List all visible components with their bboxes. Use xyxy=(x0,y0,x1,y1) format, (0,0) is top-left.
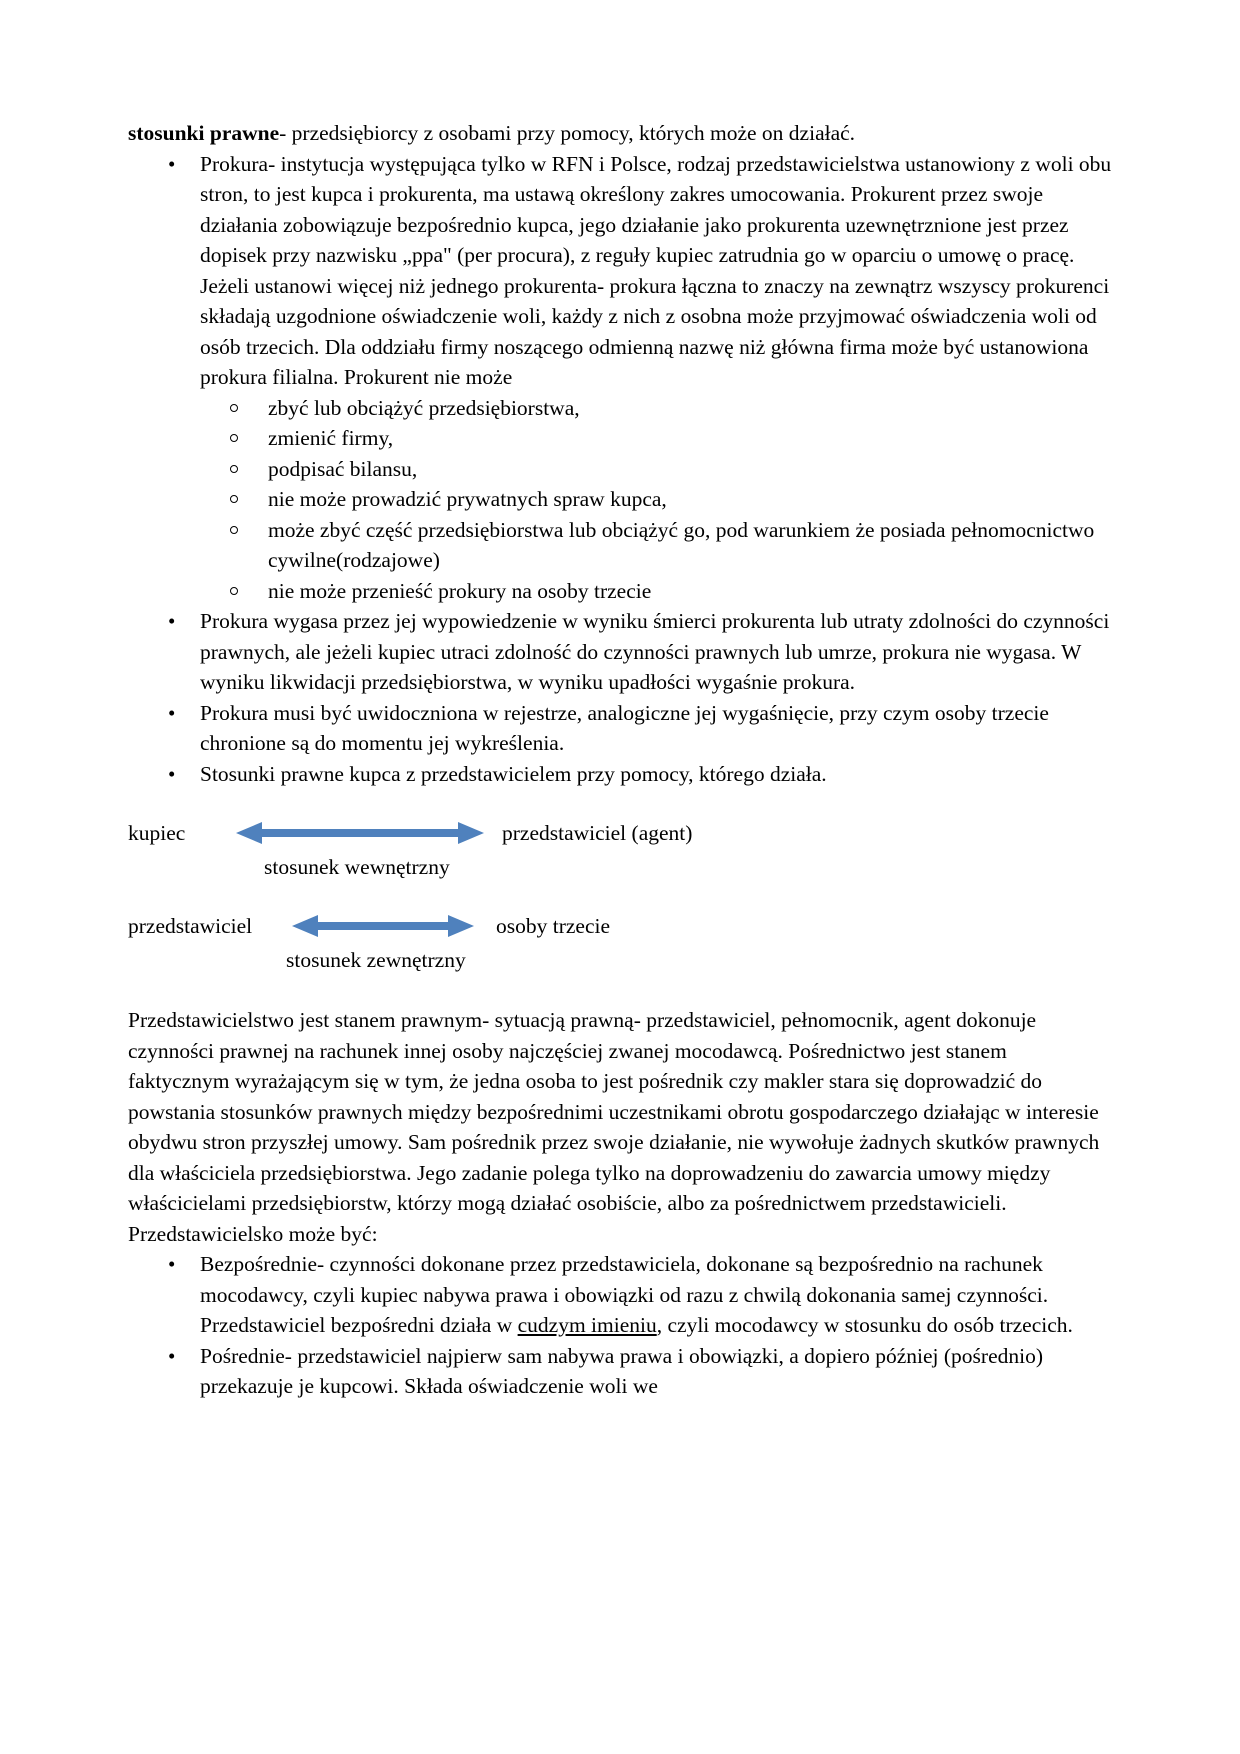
sub-bullet-text: zmienić firmy, xyxy=(268,426,394,450)
bullet-dot-icon: • xyxy=(168,1252,176,1276)
double-arrow-icon xyxy=(236,816,484,850)
list-item xyxy=(200,423,1112,454)
intro-lead-term: stosunki prawne xyxy=(128,121,280,145)
list-item xyxy=(128,1249,1112,1341)
bullet-text: Prokura wygasa przez jej wypowiedzenie w wyniku śmierci prokurenta lub utraty zdolności do czynności prawnych, ale jeżeli kupiec utraci zdolność do czynności prawnych lub umrze, prokura nie wygasa. W wyniku likwidacji przedsiębiorstwa, w wyniku upadłości wygaśnie prokura. xyxy=(200,609,1110,694)
list-item xyxy=(128,698,1112,759)
bullet-circle-icon xyxy=(230,434,238,442)
intro-line xyxy=(128,118,1112,149)
bullet-text: Prokura- instytucja występująca tylko w RFN i Polsce, rodzaj przedstawicielstwa ustanowiony z woli obu stron, to jest kupca i prokurenta, ma ustawą określony zakres umocowania. Prokurent przez swoje działania zobowiązuje bezpośrednio kupca, jego działanie jako prokurenta uzewnętrznione jest przez dopisek przy nazwisku „ppa" (per procura), z reguły kupiec zatrudnia go w oparciu o umowę o pracę. Jeżeli ustanowi więcej niż jednego prokurenta- prokura łączna to znaczy na zewnątrz wszyscy prokurenci składają uzgodnione oświadczenie woli, każdy z nich z osobna może przyjmować oświadczenia woli od osób trzecich. Dla oddziału firmy noszącego odmienną nazwę niż główna firma może być ustanowiona prokura filialna. Prokurent nie może xyxy=(200,151,1112,389)
diagram-internal-relation xyxy=(128,816,1112,882)
diagram-right-label: osoby trzecie xyxy=(496,914,611,938)
bullet-dot-icon: • xyxy=(168,1343,176,1368)
bullet-circle-icon xyxy=(230,404,238,412)
list-item xyxy=(200,515,1112,576)
list-item xyxy=(200,393,1112,424)
diagram-external-relation xyxy=(128,909,1112,975)
sub-bullet-text: może zbyć część przedsiębiorstwa lub obciążyć go, pod warunkiem że posiada pełnomocnictwo cywilne(rodzajowe) xyxy=(268,517,1095,572)
diagram-caption: stosunek wewnętrzny xyxy=(264,855,450,879)
top-bullet-list xyxy=(128,149,1112,790)
diagram-row xyxy=(128,816,1112,850)
diagram-right-label: przedstawiciel (agent) xyxy=(502,821,693,845)
sub-bullet-text: zbyć lub obciążyć przedsiębiorstwa, xyxy=(268,395,580,420)
bullet-circle-icon xyxy=(230,526,238,534)
double-arrow-icon xyxy=(292,909,474,943)
list-item xyxy=(128,759,1112,790)
list-item xyxy=(128,149,1112,607)
main-paragraph: Przedstawicielstwo jest stanem prawnym- sytuacją prawną- przedstawiciel, pełnomocnik, agent dokonuje czynności prawnej na rachunek innej osoby najczęściej zwanej mocodawcą. Pośrednictwo jest stanem faktycznym wyrażającym się w tym, że jedna osoba to jest pośrednik czy makler stara się doprowadzić do powstania stosunków prawnych między bezpośrednimi uczestnikami obrotu gospodarczego działając w interesie obydwu stron przyszłej umowy. Sam pośrednik przez swoje działanie, nie wywołuje żadnych skutków prawnych dla właściciela przedsiębiorstwa. Jego zadanie polega tylko na doprowadzeniu do zawarcia umowy między właścicielami przedsiębiorstw, którzy mogą działać osobiście, albo za pośrednictwem przedstawicieli. Przedstawicielsko może być: xyxy=(128,1008,1100,1246)
bullet-circle-icon xyxy=(230,495,238,503)
bullet-text: Pośrednie- przedstawiciel najpierw sam nabywa prawa i obowiązki, a dopiero później (pośrednio) przekazuje je kupcowi. Składa oświadczenie woli we xyxy=(200,1343,1043,1398)
bullet-text xyxy=(200,1249,1112,1341)
bullet-dot-icon: • xyxy=(168,761,176,786)
document-body xyxy=(128,118,1112,1402)
bullet-text-underlined: cudzym imieniu xyxy=(517,1313,657,1337)
diagram-caption: stosunek zewnętrzny xyxy=(286,948,466,972)
list-item xyxy=(200,484,1112,515)
sub-bullet-text: podpisać bilansu, xyxy=(268,456,418,481)
sub-bullet-list xyxy=(200,393,1112,607)
bullet-text-part2: , czyli mocodawcy w stosunku do osób trzecich. xyxy=(656,1313,1073,1337)
bullet-circle-icon xyxy=(230,465,238,473)
bullet-dot-icon: • xyxy=(168,151,176,176)
bullet-circle-icon xyxy=(230,587,238,595)
bullet-text-part1: Bezpośrednie- czynności dokonane przez przedstawiciela, dokonane są bezpośrednio na rachunek mocodawcy, czyli kupiec nabywa prawa i obowiązki od razu z chwilą dokonania samej czynności. Przedstawiciel bezpośredni działa w xyxy=(200,1252,1049,1337)
bullet-dot-icon: • xyxy=(168,700,176,725)
list-item xyxy=(200,576,1112,607)
list-item xyxy=(200,454,1112,485)
diagram-left-label: kupiec xyxy=(128,821,186,845)
bottom-bullet-list xyxy=(128,1249,1112,1402)
list-item xyxy=(128,606,1112,698)
diagram-row xyxy=(128,909,1112,943)
list-item xyxy=(128,1341,1112,1402)
diagram-left-label: przedstawiciel xyxy=(128,914,253,938)
intro-rest-text: - przedsiębiorcy z osobami przy pomocy, których może on działać. xyxy=(279,121,856,145)
sub-bullet-text: nie może przenieść prokury na osoby trzecie xyxy=(268,578,652,603)
bullet-text: Stosunki prawne kupca z przedstawicielem przy pomocy, którego działa. xyxy=(200,761,827,786)
bullet-dot-icon: • xyxy=(168,609,176,633)
sub-bullet-text: nie może prowadzić prywatnych spraw kupca, xyxy=(268,487,667,511)
bullet-text: Prokura musi być uwidoczniona w rejestrze, analogiczne jej wygaśnięcie, przy czym osoby trzecie chronione są do momentu jej wykreślenia. xyxy=(200,700,1049,755)
